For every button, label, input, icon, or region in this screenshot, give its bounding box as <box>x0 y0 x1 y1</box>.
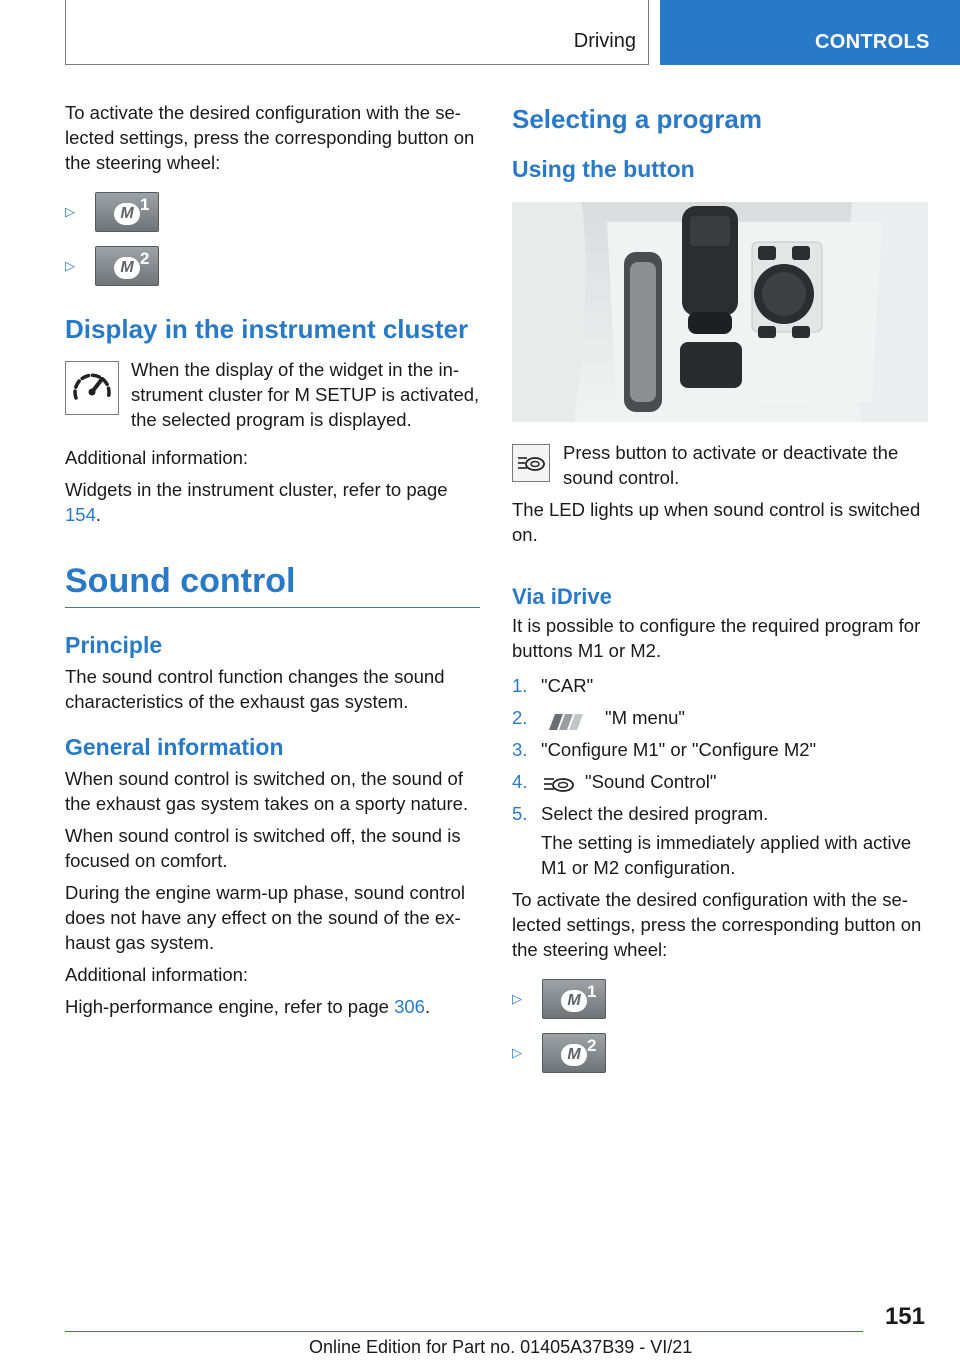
m2-button-icon <box>542 1033 606 1073</box>
footer-edition: Online Edition for Part no. 01405A37B39 - VI/21 <box>309 1337 693 1357</box>
list-item <box>512 801 930 826</box>
press-button-text: Press button to activate or deactivate the sound control. <box>563 442 899 488</box>
step5-detail: The setting is immediately applied with active M1 or M2 configuration. <box>541 832 912 878</box>
right-column <box>512 100 930 1080</box>
widgets-text: Widgets in the instrument cluster, refer to page <box>65 479 448 500</box>
m-number: 1 <box>140 195 150 214</box>
step-number: 2. <box>512 707 528 728</box>
sound-control-icon <box>541 774 575 792</box>
additional-info-label: Additional information: <box>65 964 249 985</box>
bullet-triangle-icon: ▷ <box>65 258 75 273</box>
bullet-triangle-icon: ▷ <box>65 204 75 219</box>
m-letter: M <box>561 990 587 1012</box>
header-chapter-label: CONTROLS <box>815 31 930 53</box>
step-text: "Configure M1" or "Configure M2" <box>541 739 817 760</box>
widgets-reference <box>65 477 480 527</box>
sound-control-icon <box>512 444 550 482</box>
period: . <box>424 996 431 1017</box>
m-letter: M <box>114 257 140 279</box>
m-letter: M <box>561 1044 587 1066</box>
period: . <box>95 504 102 525</box>
selecting-heading: Selecting a program <box>512 104 762 134</box>
m-letter: M <box>114 203 140 225</box>
principle-text: The sound control function changes the sound characteristics of the exhaust gas system. <box>65 666 445 712</box>
idrive-intro: It is possible to configure the required program for buttons M1 or M2. <box>512 615 921 661</box>
m-number: 2 <box>587 1036 597 1055</box>
general-info-p3: During the engine warm-up phase, sound control does not have any effect on the sound of the exhaust gas system. <box>65 882 466 953</box>
speedometer-gauge-icon <box>65 361 119 415</box>
led-text: The LED lights up when sound control is switched on. <box>512 499 921 545</box>
m1-button-icon <box>542 979 606 1019</box>
activate-instructions: To activate the desired configuration with the selected settings, press the corresponding button on the steering wheel: <box>65 102 475 173</box>
display-text: When the display of the widget in the instrument cluster for M SETUP is activated, the selected program is displayed. <box>131 359 480 430</box>
using-button-heading: Using the button <box>512 156 695 182</box>
hp-text: High-performance engine, refer to page <box>65 996 395 1017</box>
step-text: "CAR" <box>541 675 594 696</box>
list-item <box>512 769 930 794</box>
m-stripes-icon <box>541 711 589 727</box>
m1-button-icon <box>95 192 159 232</box>
page-link-306[interactable]: 306 <box>394 996 425 1017</box>
additional-info-label: Additional information: <box>65 447 249 468</box>
m-number: 2 <box>140 249 150 268</box>
step-number: 1. <box>512 675 528 696</box>
step-text: Select the desired program. <box>541 803 769 824</box>
display-heading: Display in the instrument cluster <box>65 314 469 344</box>
via-idrive-heading: Via iDrive <box>512 584 612 609</box>
center-console-photo <box>512 202 928 422</box>
step-number: 3. <box>512 739 528 760</box>
header-chapter-tab <box>660 0 960 65</box>
general-info-p2: When sound control is switched off, the sound is focused on comfort. <box>65 825 461 871</box>
step-number: 4. <box>512 771 528 792</box>
list-item <box>65 239 480 293</box>
list-item <box>512 673 930 698</box>
principle-heading: Principle <box>65 632 163 658</box>
header-section-label: Driving <box>573 30 636 52</box>
footer-divider <box>65 1331 863 1332</box>
list-item <box>512 972 930 1026</box>
press-button-row <box>512 440 930 490</box>
step-text: "Sound Control" <box>585 771 717 792</box>
m-number: 1 <box>587 982 597 1001</box>
list-item <box>512 1026 930 1080</box>
bullet-triangle-icon: ▷ <box>512 991 522 1006</box>
activate-instructions: To activate the desired configuration with the selected settings, press the corresponding button on the steering wheel: <box>512 889 922 960</box>
hp-engine-reference <box>65 994 480 1019</box>
page-number: 151 <box>884 1303 925 1330</box>
general-info-p1: When sound control is switched on, the sound of the exhaust gas system takes on a sporty nature. <box>65 768 469 814</box>
bullet-triangle-icon: ▷ <box>512 1045 522 1060</box>
sound-control-heading: Sound control <box>65 559 480 608</box>
idrive-steps-list <box>512 673 930 826</box>
list-item <box>65 185 480 239</box>
list-item <box>512 737 930 762</box>
step-number: 5. <box>512 803 528 824</box>
display-info-row <box>65 357 480 432</box>
step-text: "M menu" <box>605 707 685 728</box>
header-section-box <box>65 0 649 65</box>
list-item <box>512 705 930 730</box>
page-link-154[interactable]: 154 <box>65 504 96 525</box>
general-info-heading: General information <box>65 734 284 760</box>
m2-button-icon <box>95 246 159 286</box>
left-column <box>65 100 480 1019</box>
